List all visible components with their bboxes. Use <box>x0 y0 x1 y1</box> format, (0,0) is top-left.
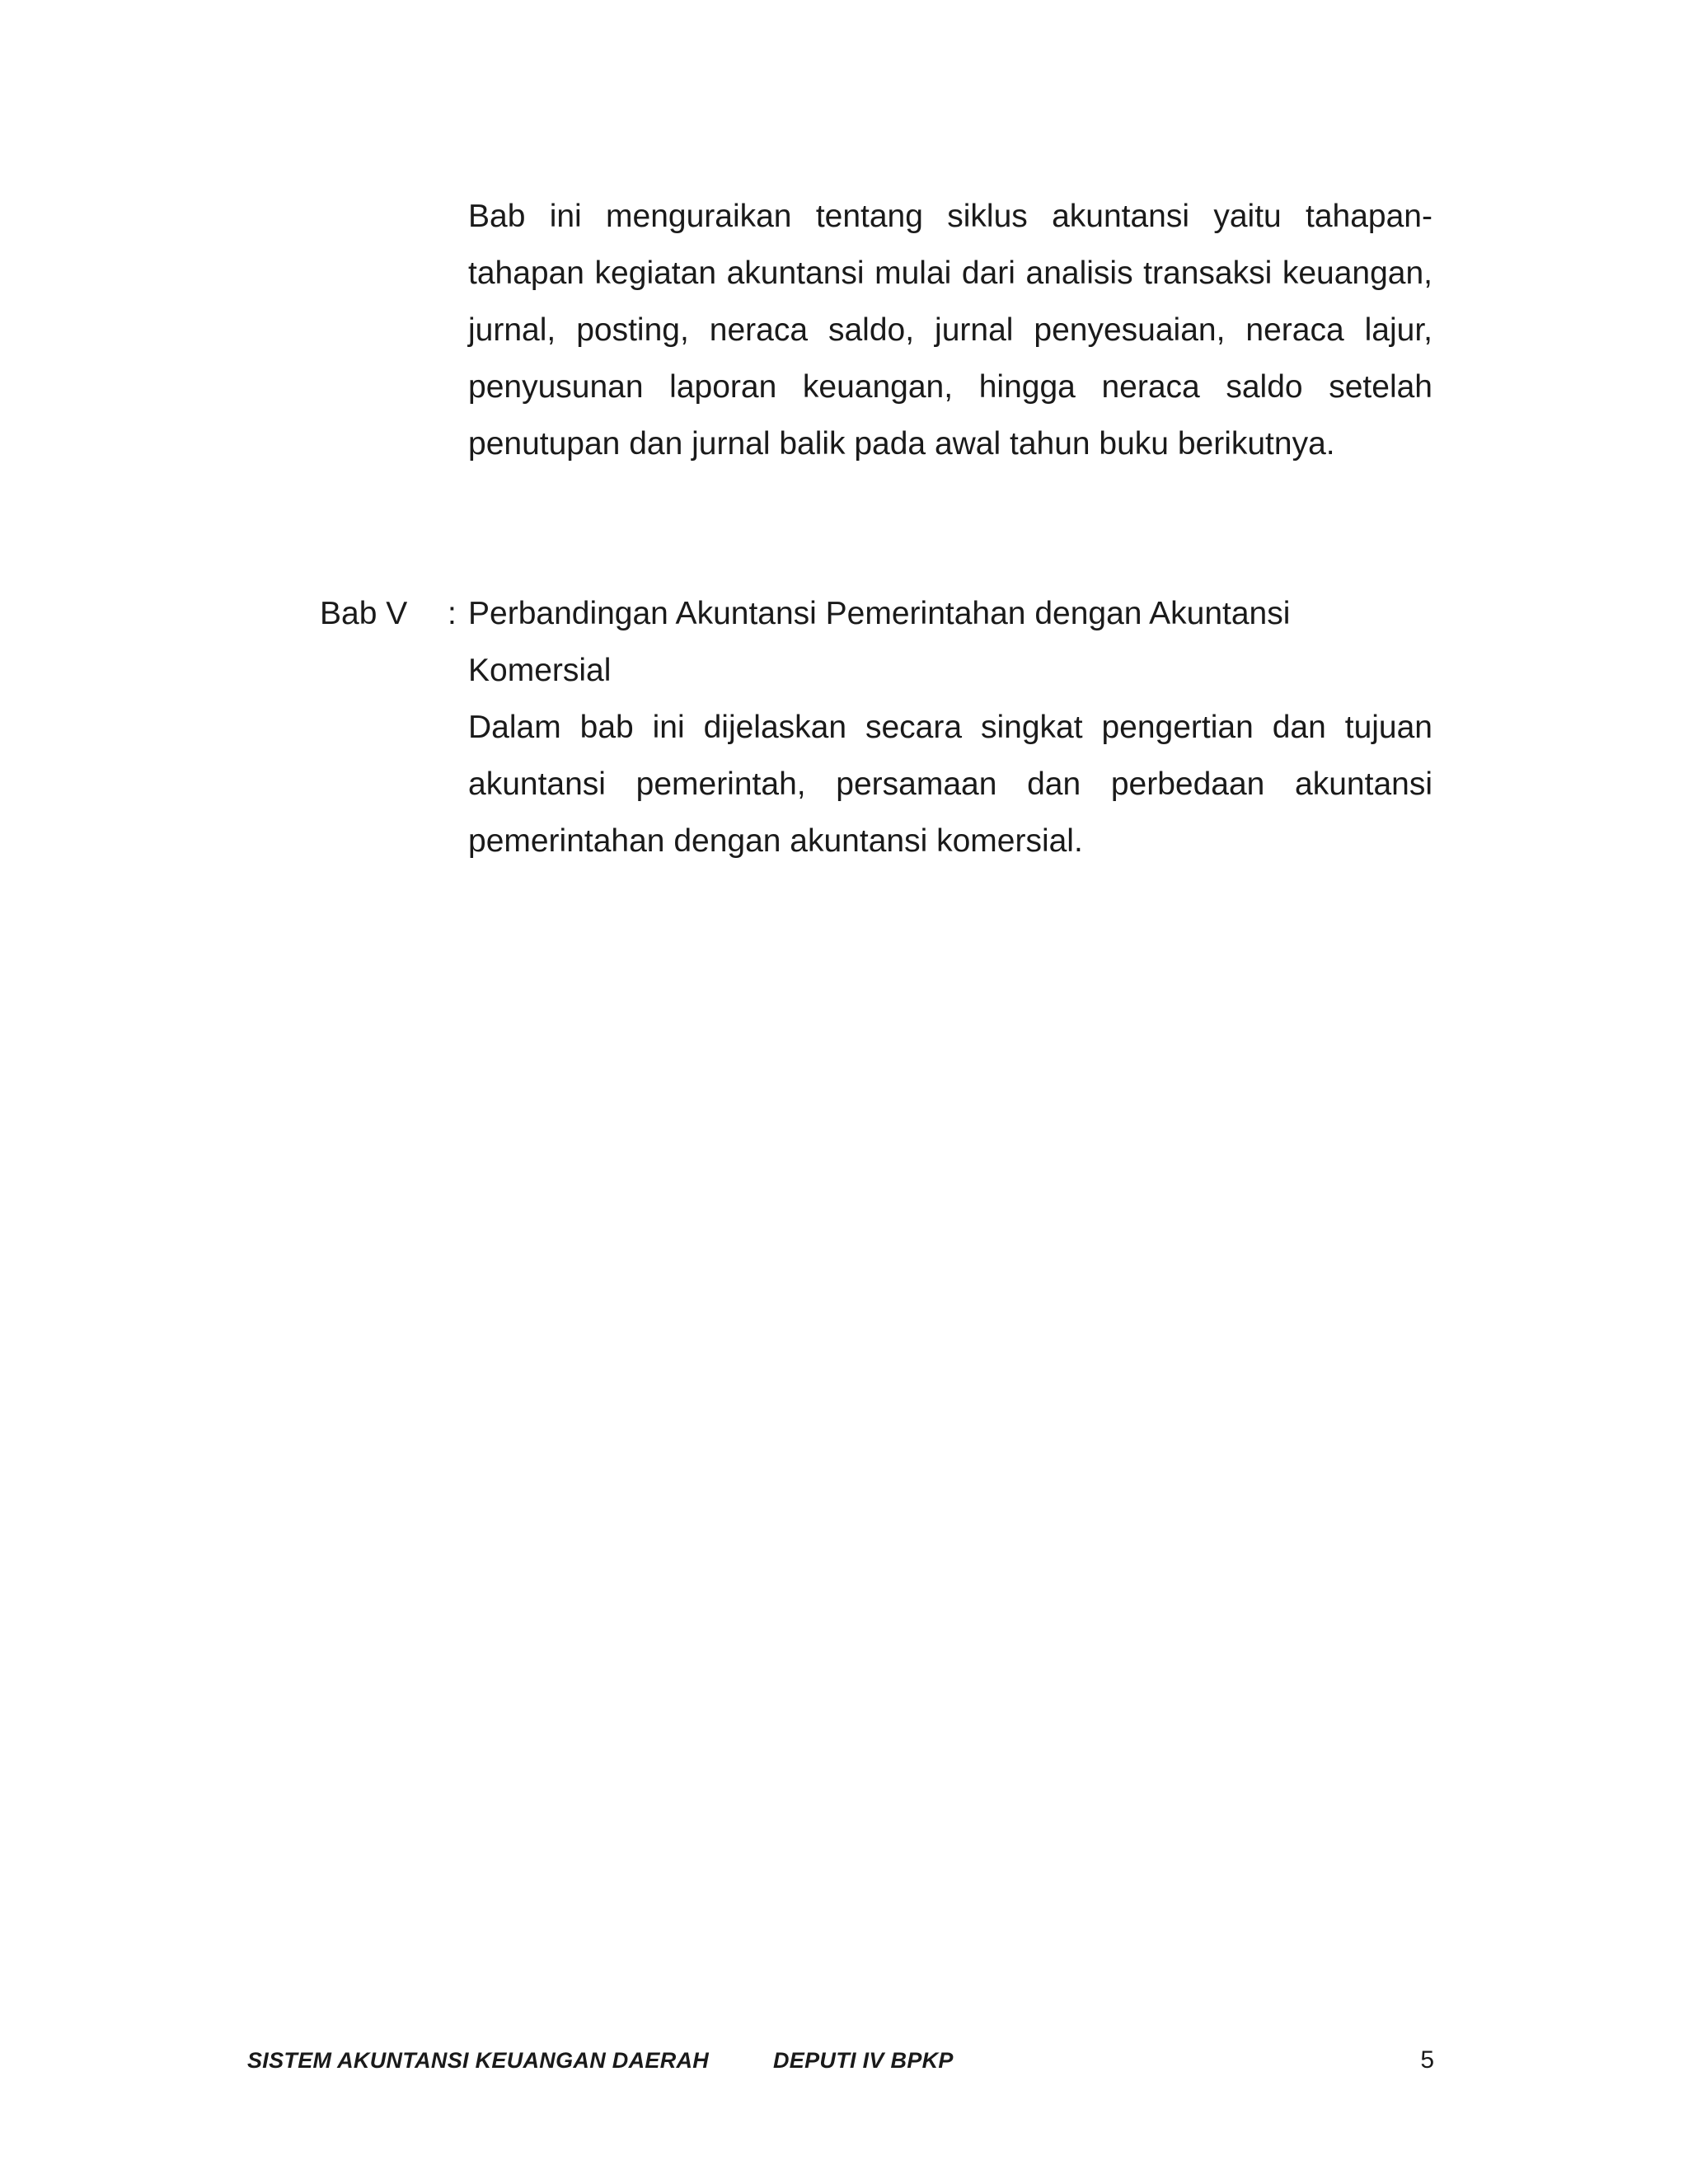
footer-institution: DEPUTI IV BPKP <box>773 2048 954 2073</box>
page-number: 5 <box>1420 2046 1434 2074</box>
intro-paragraph: Bab ini menguraikan tentang siklus akuntansi yaitu tahapan-tahapan kegiatan akuntansi mulai dari analisis transaksi keuangan, jurnal, posting, neraca saldo, jurnal penyesuaian, neraca lajur, penyusunan laporan keuangan, hingga neraca saldo setelah penutupan dan jurnal balik pada awal tahun buku berikutnya. <box>468 199 1432 462</box>
page-footer <box>247 2044 1434 2077</box>
chapter-title <box>448 585 1432 699</box>
chapter-title-line2: Komersial <box>468 653 612 688</box>
footer-document-title: SISTEM AKUNTANSI KEUANGAN DAERAH <box>247 2048 710 2073</box>
chapter-label: Bab V <box>320 596 408 631</box>
chapter-colon: : <box>448 596 457 631</box>
chapter-title-line1: Perbandingan Akuntansi Pemerintahan dengan Akuntansi <box>468 596 1291 631</box>
chapter-description: Dalam bab ini dijelaskan secara singkat pengertian dan tujuan akuntansi pemerintah, persamaan dan perbedaan akuntansi pemerintahan dengan akuntansi komersial. <box>468 710 1432 859</box>
